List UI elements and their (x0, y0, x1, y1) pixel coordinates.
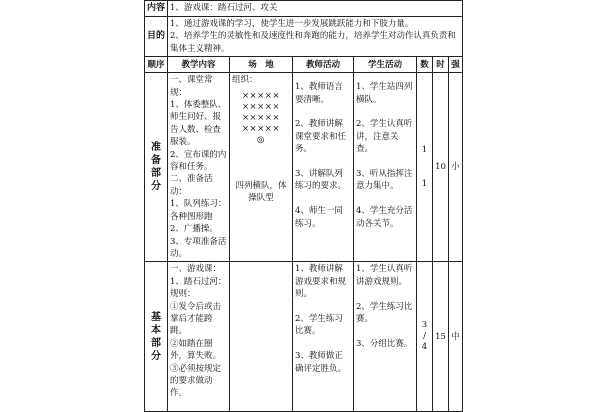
content-text: 1、游戏课：踏石过河、攻关 (168, 1, 463, 17)
main-field-cell (230, 262, 293, 412)
main-teacher-activity: 1、教师讲解游戏要求和规则。 2、学生练习比赛。 3、教师做正确评定胜负。 (293, 262, 354, 412)
content-label: 内容 (145, 1, 168, 17)
prep-student-activity: 1、学生站四列横队。 2、学生认真听讲，注意关查。 3、听从指挥注意力集中。 4、学生充分活动各关节。 (354, 73, 417, 262)
goal-label: 目的 (145, 17, 168, 57)
header-count: 数 (417, 57, 433, 73)
main-count: 3 / 4 (417, 262, 433, 412)
prep-section-label: 准 备 部 分 (145, 73, 168, 262)
header-student-activity: 学生活动 (354, 57, 417, 73)
header-teaching-content: 教学内容 (168, 57, 230, 73)
lesson-plan-table (144, 0, 463, 412)
goal-text: 1、通过游戏课的学习，使学生进一步发展跳跃能力和下肢力量。 2、培养学生的灵敏性和及速度性和奔跑的能力，培养学生对动作认真负责和集体主义精神。 (168, 17, 463, 57)
main-time: 15 (433, 262, 449, 412)
prep-count-2: 1 (421, 179, 428, 190)
field-org-label: 组织： (232, 75, 258, 86)
main-section-label: 基 本 部 分 (145, 262, 168, 412)
header-row (145, 57, 463, 73)
formation-caption: 四列横队，体操队型 (235, 180, 287, 204)
prep-teacher-activity: 1、教师语言要清晰。 2、教师讲解课堂要求和任务。 3、讲解队列练习的要求。 4、师生一同练习。 (293, 73, 354, 262)
header-field: 场 地 (230, 57, 293, 73)
prep-field-cell (230, 73, 293, 262)
prep-count-cell (417, 73, 433, 262)
prep-section-row (145, 73, 463, 262)
header-teacher-activity: 教师活动 (293, 57, 354, 73)
header-order: 顺序 (145, 57, 168, 73)
main-intensity: 中 (449, 262, 463, 412)
lesson-plan-page (144, 0, 462, 400)
header-time: 时 (433, 57, 449, 73)
prep-time: 10 (433, 73, 449, 262)
main-teaching-content: 一、游戏课： 1、踏石过河：规则： ①发令后或击掌后才能跨跳。 ②如踏在圈外，算失败。 ③必须按规定的要求做动作。 (168, 262, 230, 412)
main-student-activity: 1、学生认真听讲游戏规则。 2、学生练习比赛。 3、分组比赛。 (354, 262, 417, 412)
header-intensity: 强 (449, 57, 463, 73)
prep-teaching-content: 一、课堂常规： 1、体委整队、师生问好、报告人数、检查服装。 2、宣布课的内容和任务。 二、准备活动： 1、队列练习：各种图形跑 2、广播操。 3、专项准备活动。 (168, 73, 230, 262)
formation-diagram: ××××× ××××× ××××× ××××× ◎ (241, 90, 281, 145)
prep-intensity: 小 (449, 73, 463, 262)
main-section-row (145, 262, 463, 412)
prep-count-1: 1 (421, 144, 428, 155)
